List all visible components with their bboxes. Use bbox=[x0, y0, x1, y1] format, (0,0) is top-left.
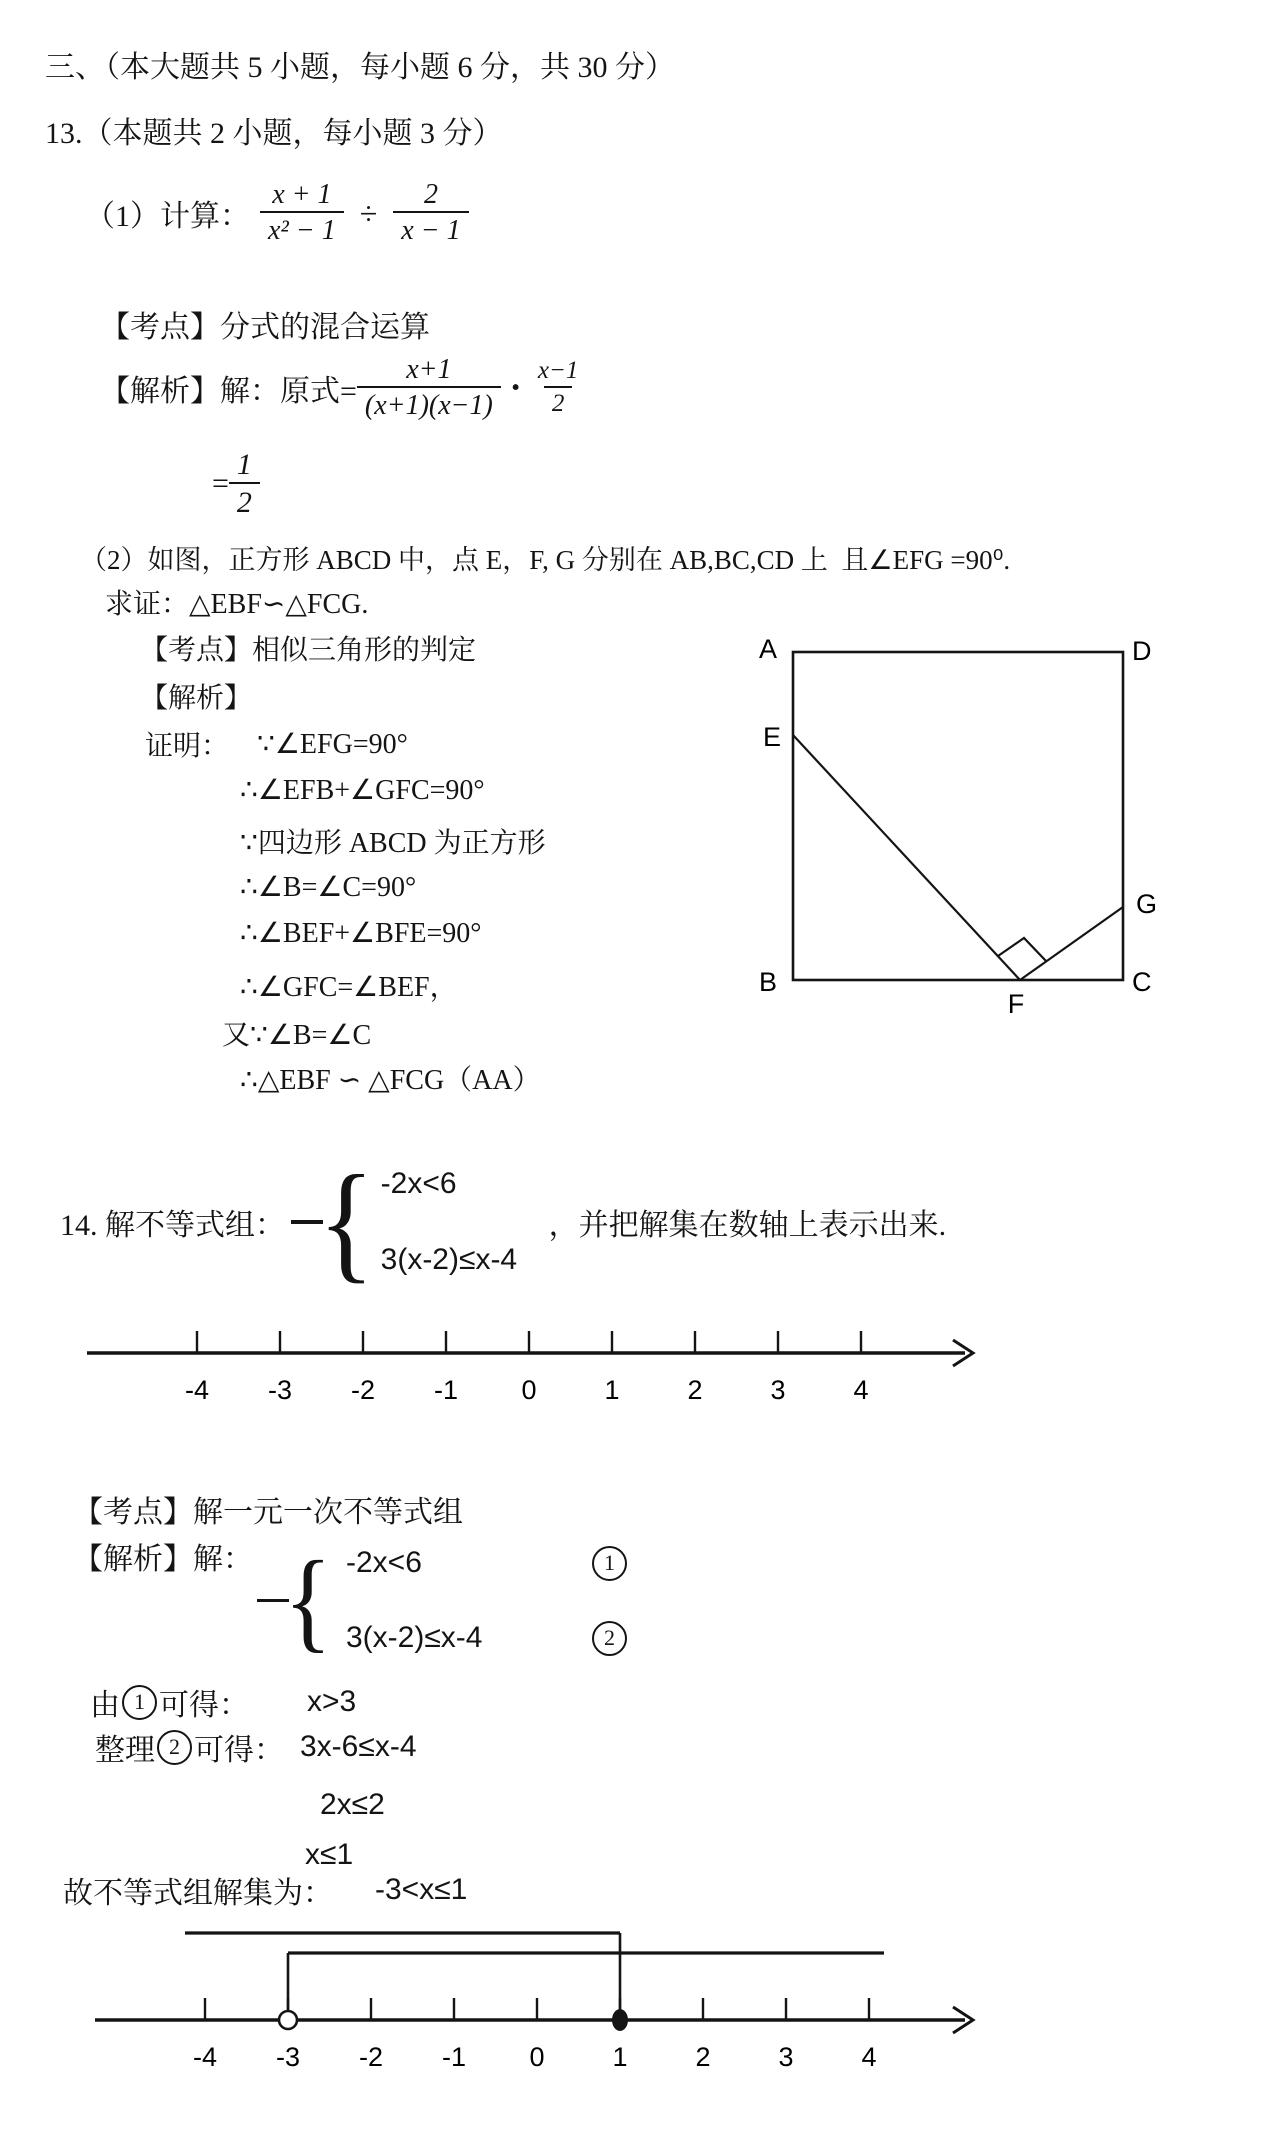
step-fraction-2: $\frac{x-1}{2}$ bbox=[537, 357, 579, 417]
label-E: E bbox=[762, 722, 781, 752]
q14-prefix: 14. 解不等式组： bbox=[60, 1209, 285, 1242]
kaodian-1: 【考点】分式的混合运算 bbox=[100, 311, 430, 344]
part1-label: （1）计算： bbox=[85, 200, 250, 233]
step2-row: 整理 2 可得： 3x-6≤x-4 bbox=[95, 1730, 417, 1767]
sys-inequality-1: -2x<6 bbox=[346, 1546, 422, 1579]
svg-text:2: 2 bbox=[695, 2042, 711, 2072]
proof-line-2: ∴∠EFB+∠GFC=90° bbox=[240, 775, 485, 806]
svg-text:-3: -3 bbox=[275, 2042, 301, 2072]
label-A: A bbox=[758, 634, 777, 664]
label-C: C bbox=[1132, 967, 1152, 997]
section-header: 三、（本大题共 5 小题，每小题 6 分，共 30 分） bbox=[45, 51, 675, 84]
q14-statement-row bbox=[60, 1148, 947, 1295]
right-angle-mark bbox=[998, 938, 1046, 961]
multiply-dot: · bbox=[510, 367, 520, 408]
jiexi-1-row bbox=[100, 342, 586, 434]
label-D: D bbox=[1132, 636, 1152, 666]
proof-line-3: ∵四边形 ABCD 为正方形 bbox=[240, 828, 546, 859]
conclusion-value: -3<x≤1 bbox=[375, 1873, 468, 1906]
equals-sign: = bbox=[212, 467, 229, 500]
q14-inequality-1: -2x<6 bbox=[380, 1167, 457, 1200]
circled-number-1-inline: 1 bbox=[122, 1685, 157, 1720]
proof-prefix: 证明： bbox=[145, 731, 230, 762]
proof-line-7: 又∵∠B=∠C bbox=[222, 1020, 372, 1051]
proof-line-4: ∴∠B=∠C=90° bbox=[240, 872, 417, 903]
step3-value: 2x≤2 bbox=[320, 1788, 385, 1821]
sys-inequality-2: 3(x-2)≤x-4 bbox=[346, 1621, 483, 1654]
circled-number-2-inline: 2 bbox=[157, 1730, 192, 1765]
q14-inequality-2: 3(x-2)≤x-4 bbox=[380, 1243, 518, 1276]
jiexi-3-prefix: 【解析】解： bbox=[73, 1543, 253, 1576]
q13-part2-statement: （2）如图，正方形 ABCD 中，点 E，F, G 分别在 AB,BC,CD 上 且∠EFG =90⁰. bbox=[80, 545, 1011, 575]
solution-brace: { bbox=[257, 1551, 332, 1651]
jiexi-2: 【解析】 bbox=[140, 683, 253, 714]
svg-text:1: 1 bbox=[612, 2042, 628, 2072]
label-B: B bbox=[758, 967, 777, 997]
jiexi-3-row bbox=[73, 1528, 627, 1673]
number-line-1 bbox=[87, 1331, 973, 1405]
svg-text:-1: -1 bbox=[433, 1375, 459, 1405]
system-brace: { bbox=[291, 1163, 375, 1281]
step4-value: x≤1 bbox=[305, 1838, 354, 1871]
jiexi-1-prefix: 【解析】解：原式= bbox=[100, 375, 357, 408]
q14-suffix: ，并把解集在数轴上表示出来. bbox=[548, 1209, 947, 1242]
svg-text:4: 4 bbox=[861, 2042, 877, 2072]
svg-text:3: 3 bbox=[778, 2042, 794, 2072]
svg-text:3: 3 bbox=[770, 1375, 786, 1405]
label-F: F bbox=[1007, 989, 1025, 1019]
svg-text:0: 0 bbox=[521, 1375, 537, 1405]
step1-value: x>3 bbox=[307, 1685, 357, 1718]
proof-line-6: ∴∠GFC=∠BEF， bbox=[240, 972, 458, 1003]
q13-title: 13.（本题共 2 小题，每小题 3 分） bbox=[45, 117, 503, 150]
step-fraction-1: $\frac{x+1}{(x+1)(x-1)}$ bbox=[357, 354, 501, 422]
circled-number-2: 2 bbox=[592, 1621, 627, 1656]
kaodian-2: 【考点】相似三角形的判定 bbox=[140, 635, 477, 666]
svg-text:-4: -4 bbox=[192, 2042, 218, 2072]
circled-number-1: 1 bbox=[592, 1546, 627, 1581]
result-row bbox=[212, 438, 260, 530]
fraction-2: $\frac{2}{x - 1}$ bbox=[393, 179, 468, 247]
result-fraction: $\frac{1}{2}$ bbox=[229, 448, 260, 521]
svg-text:1: 1 bbox=[604, 1375, 620, 1405]
geometry-figure bbox=[759, 634, 1157, 1019]
svg-text:2: 2 bbox=[687, 1375, 703, 1405]
q13-part1-expression bbox=[85, 158, 469, 268]
svg-text:-2: -2 bbox=[350, 1375, 376, 1405]
proof-line-8: ∴△EBF ∽ △FCG（AA） bbox=[240, 1065, 541, 1096]
proof-line-5: ∴∠BEF+∠BFE=90° bbox=[240, 918, 482, 949]
kaodian-3: 【考点】解一元一次不等式组 bbox=[73, 1496, 463, 1529]
proof-line-1: 证明： ∵∠EFG=90° bbox=[145, 724, 408, 764]
label-G: G bbox=[1136, 889, 1158, 919]
number-line-2-solution bbox=[95, 1933, 973, 2072]
svg-text:-1: -1 bbox=[441, 2042, 467, 2072]
step1-row: 由 1 可得： x>3 bbox=[90, 1685, 357, 1722]
svg-text:0: 0 bbox=[529, 2042, 545, 2072]
step2-value: 3x-6≤x-4 bbox=[300, 1730, 417, 1763]
divide-operator: ÷ bbox=[359, 194, 378, 231]
q13-part2-prove: 求证：△EBF∽△FCG. bbox=[105, 589, 369, 620]
conclusion-row bbox=[63, 1868, 467, 1912]
fraction-1: $\frac{x + 1}{\text{x² − 1}}$ bbox=[260, 179, 344, 247]
svg-text:4: 4 bbox=[853, 1375, 869, 1405]
conclusion-label: 故不等式组解集为： bbox=[63, 1877, 333, 1910]
svg-text:-4: -4 bbox=[184, 1375, 210, 1405]
svg-text:-2: -2 bbox=[358, 2042, 384, 2072]
svg-text:-3: -3 bbox=[267, 1375, 293, 1405]
